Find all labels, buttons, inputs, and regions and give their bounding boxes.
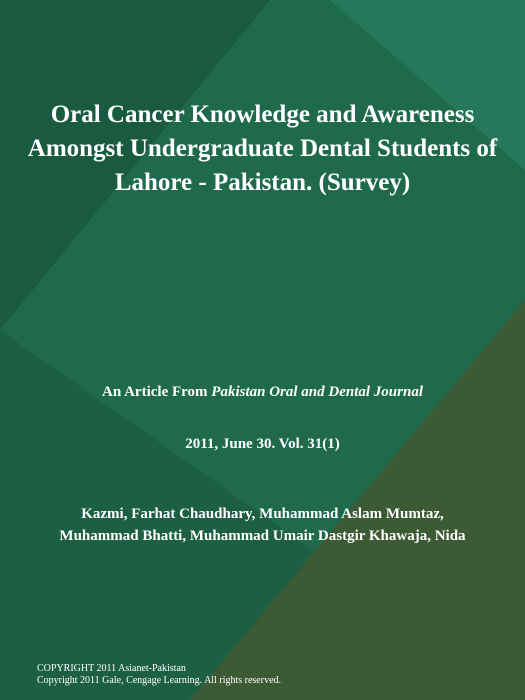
source-prefix: An Article From <box>102 384 212 400</box>
publication-date-volume: 2011, June 30. Vol. 31(1) <box>185 436 340 452</box>
copyright-line-2: Copyright 2011 Gale, Cengage Learning. All rights reserved. <box>37 675 282 686</box>
article-source <box>10 384 515 401</box>
article-title: Oral Cancer Knowledge and Awareness Amongst Undergraduate Dental Students of Lahore - Pakistan. (Survey) <box>27 101 498 196</box>
authors <box>10 503 515 547</box>
copyright-notice <box>37 663 281 687</box>
authors-line-1: Kazmi, Farhat Chaudhary, Muhammad Aslam Mumtaz, <box>81 506 444 522</box>
journal-name: Pakistan Oral and Dental Journal <box>211 384 423 400</box>
authors-line-2: Muhammad Bhatti, Muhammad Umair Dastgir Khawaja, Nida <box>59 528 466 544</box>
copyright-line-1: COPYRIGHT 2011 Asianet-Pakistan <box>37 663 186 674</box>
